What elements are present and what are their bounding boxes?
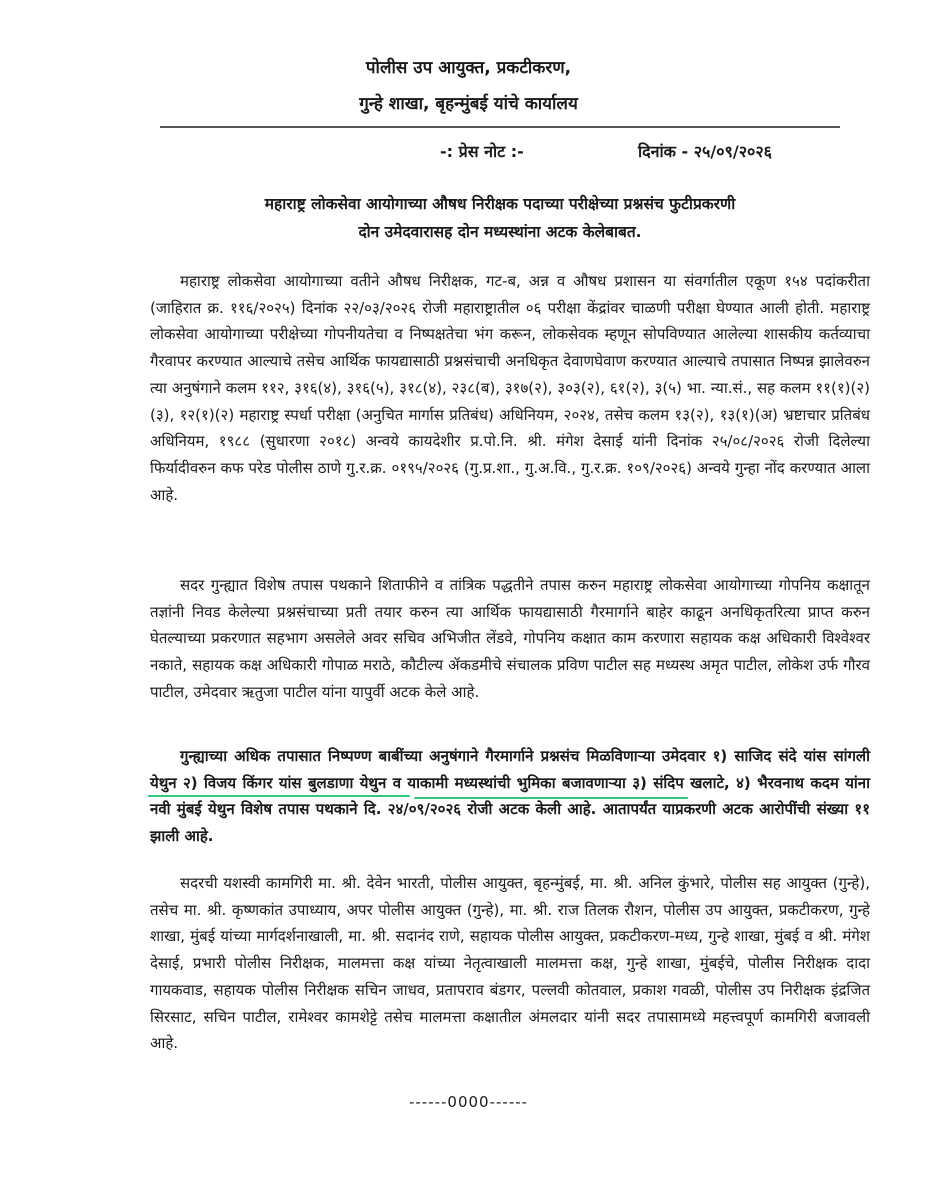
office-line-1: पोलीस उप आयुक्त, प्रकटीकरण,: [365, 58, 572, 78]
subject-line-1: महाराष्ट्र लोकसेवा आयोगाच्या औषध निरीक्षक पदाच्या परीक्षेच्या प्रश्नसंच फुटीप्रकरणी: [264, 195, 736, 213]
paragraph-new-arrests: गुन्ह्याच्या अधिक तपासात निष्पण्ण बाबींच्या अनुषंगाने गैरमार्गाने प्रश्नसंच मिळविणाऱ्या उमेदवार १) साजिद संदे यांस सांगली येथुन २) विजय किंगर यांस बुलडाणा येथुन व याकामी मध्यस्थांची भुमिका बजावणाऱ्या ३) संदिप खलाटे, ४) भैरवनाथ कदम यांना नवी मुंबई येथुन विशेष तपास पथकाने दि. २४/०९/२०२६ रोजी अटक केली आहे. आतापर्यंत याप्रकरणी अटक आरोपींची संख्या ११ झाली आहे.: [150, 747, 870, 846]
office-line-2: गुन्हे शाखा, बृहन्मुंबई यांचे कार्यालय: [359, 94, 578, 114]
paragraph-case-registration: महाराष्ट्र लोकसेवा आयोगाच्या वतीने औषध निरीक्षक, गट-ब, अन्न व औषध प्रशासन या संवर्गातील एकूण १५४ पदांकरीता (जाहिरात क्र. ११६/२०२५) दिनांक २२/०३/२०२६ रोजी महाराष्ट्रातील ०६ परीक्षा केंद्रांवर चाळणी परीक्षा घेण्यात आली होती. महाराष्ट्र लोकसेवा आयोगाच्या परीक्षेच्या गोपनीयतेचा व निष्पक्षतेचा भंग करून, लोकसेवक म्हणून सोपविण्यात आलेल्या शासकीय कर्तव्याचा गैरवापर करण्यात आल्याचे तसेच आर्थिक फायद्यासाठी प्रश्नसंचाची अनधिकृत देवाणघेवाण करण्यात आल्याचे तपासात निष्पन्न झालेवरुन त्या अनुषंगाने कलम ११२, ३१६(४), ३१६(५), ३१८(४), २३८(ब), ३१७(२), ३०३(२), ६१(२), ३(५) भा. न्या.सं., सह कलम ११(१)(२)(३), १२(१)(२) महाराष्ट्र स्पर्धा परीक्षा (अनुचित मार्गास प्रतिबंध) अधिनियम, २०२४, तसेच कलम १३(२), १३(१)(अ) भ्रष्टाचार प्रतिबंध अधिनियम, १९८८ (सुधारणा २०१८) अन्वये कायदेशीर प्र.पो.नि. श्री. मंगेश देसाई यांनी दिनांक २५/०८/२०२६ रोजी दिलेल्या फिर्यादीवरुन कफ परेड पोलीस ठाणे गु.र.क्र. ०१९५/२०२६ (गु.प्र.शा., गु.अ.वि., गु.र.क्र. १०९/२०२६) अन्वये गुन्हा नोंद करण्यात आला आहे.: [150, 272, 870, 504]
header-divider: [160, 126, 840, 128]
paragraph-credits: सदरची यशस्वी कामगिरी मा. श्री. देवेन भारती, पोलीस आयुक्त, बृहन्मुंबई, मा. श्री. अनिल कुंभारे, पोलीस सह आयुक्त (गुन्हे), तसेच मा. श्री. कृष्णकांत उपाध्याय, अपर पोलीस आयुक्त (गुन्हे), मा. श्री. राज तिलक रौशन, पोलीस उप आयुक्त, प्रकटीकरण, गुन्हे शाखा, मुंबई यांच्या मार्गदर्शनाखाली, मा. श्री. सदानंद राणे, सहायक पोलीस आयुक्त, प्रकटीकरण-मध्य, गुन्हे शाखा, मुंबई व श्री. मंगेश देसाई, प्रभारी पोलीस निरीक्षक, मालमत्ता कक्ष यांच्या नेतृत्वाखाली मालमत्ता कक्ष, गुन्हे शाखा, मुंबईचे, पोलीस निरीक्षक दादा गायकवाड, सहायक पोलीस निरीक्षक सचिन जाधव, प्रतापराव बंडगर, पल्लवी कोतवाल, प्रकाश गवळी, पोलीस उप निरीक्षक इंद्रजित सिरसाट, सचिन पाटील, रामेश्वर कामशेट्टे तसेच मालमत्ता कक्षातील अंमलदार यांनी सदर तपासामध्ये महत्त्वपूर्ण कामगिरी बजावली आहे.: [150, 874, 870, 1053]
end-mark: ------0000------: [408, 1093, 529, 1111]
highlight-underline-2: [414, 797, 688, 799]
highlight-underline-1: [148, 795, 410, 797]
office-header: [0, 50, 937, 122]
paragraph-earlier-arrests: सदर गुन्ह्यात विशेष तपास पथकाने शिताफीने व तांत्रिक पद्धतीने तपास करुन महाराष्ट्र लोकसेवा आयोगाच्या गोपनिय कक्षातून तज्ञांनी निवड केलेल्या प्रश्नसंचाच्या प्रती तयार करुन त्या आर्थिक फायद्यासाठी गैरमार्गाने बाहेर काढून अनधिकृतरित्या प्राप्त करुन घेतल्याच्या प्रकरणात सहभाग असलेले अवर सचिव अभिजीत लेंडवे, गोपनिय कक्षात काम करणारा सहायक कक्ष अधिकारी विश्वेश्वर नकाते, सहायक कक्ष अधिकारी गोपाळ मराठे, कौटील्य ॲकडमीचे संचालक प्रविण पाटील सह मध्यस्थ अमृत पाटील, लोकेश उर्फ गौरव पाटील, उमेदवार ऋतुजा पाटील यांना यापुर्वी अटक केले आहे.: [150, 576, 870, 701]
date-label: दिनांक - २५/०९/२०२६: [638, 142, 772, 161]
subject-heading: [150, 190, 850, 246]
subject-line-2: दोन उमेदवारासह दोन मध्यस्थांना अटक केलेबाबत.: [358, 223, 642, 241]
press-note-label: -: प्रेस नोट :-: [440, 142, 524, 161]
